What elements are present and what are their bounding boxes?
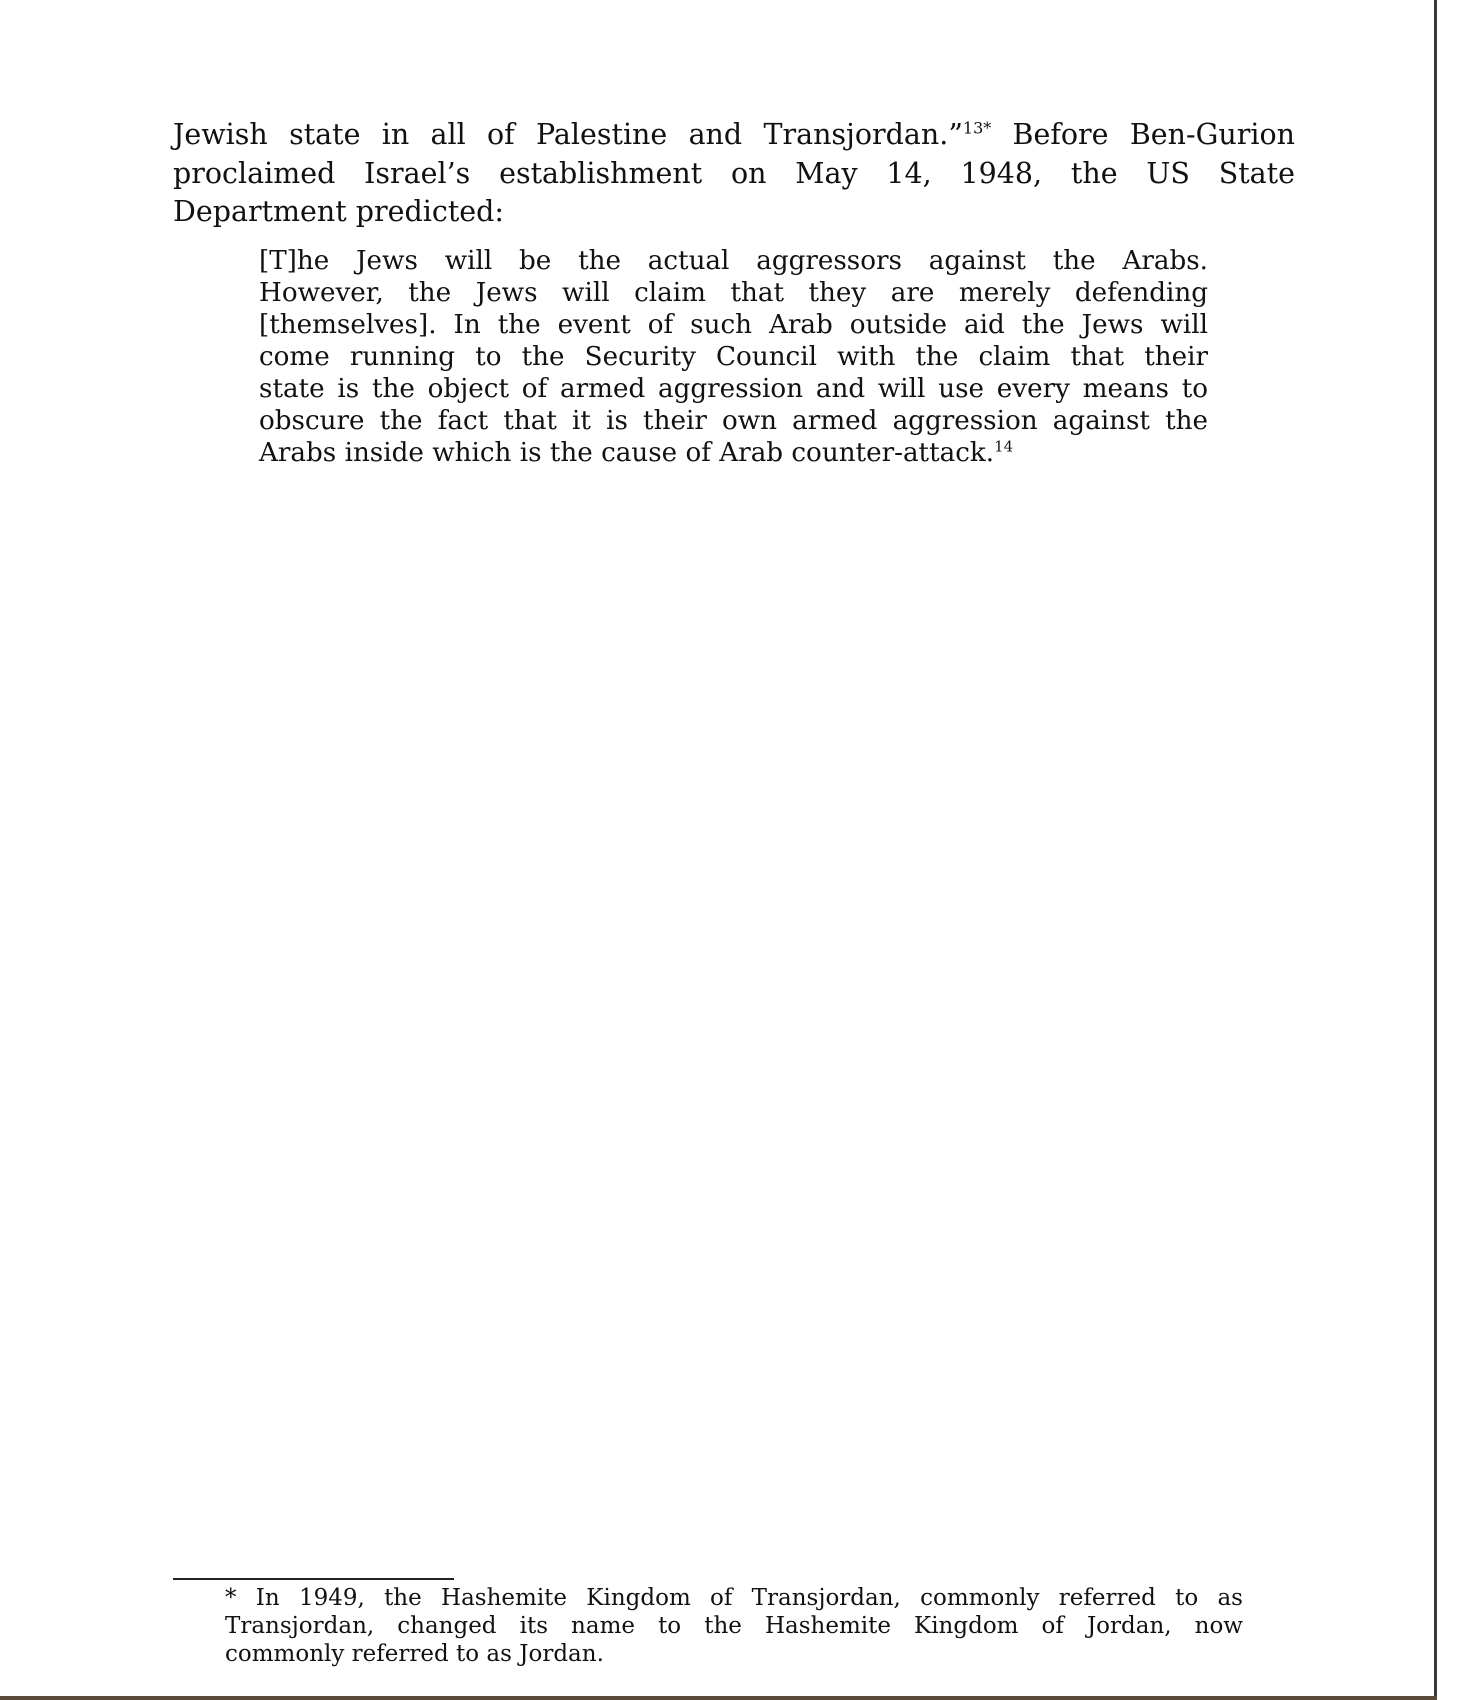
body-line-3: Department predicted: — [173, 195, 505, 228]
quote-line: come running to the Security Council with the claim that their — [259, 342, 1208, 372]
body-paragraph — [173, 116, 1295, 232]
body-line-2: proclaimed Israel’s establishment on May 14, 1948, the US State — [173, 156, 1295, 190]
quote-line: [T]he Jews will be the actual aggressors against the Arabs. — [259, 246, 1208, 276]
footnote-ref-13: 13* — [962, 118, 992, 138]
quote-line: obscure the fact that it is their own armed aggression against the — [259, 406, 1208, 436]
viewer-gutter — [1437, 0, 1472, 1700]
footnote-divider — [173, 1578, 454, 1580]
block-quote — [259, 245, 1208, 469]
quote-line: [themselves]. In the event of such Arab outside aid the Jews will — [259, 310, 1208, 340]
footnote — [225, 1584, 1243, 1668]
quote-last-line — [259, 437, 1208, 469]
quote-line: state is the object of armed aggression and will use every means to — [259, 374, 1208, 404]
footnote-ref-14: 14 — [994, 437, 1014, 456]
footnote-last-line: commonly referred to as Jordan. — [225, 1641, 604, 1667]
footnote-line: * In 1949, the Hashemite Kingdom of Transjordan, commonly referred to as — [225, 1585, 1243, 1611]
body-line-1 — [173, 116, 1295, 155]
quote-line: However, the Jews will claim that they are merely defending — [259, 278, 1208, 308]
page-bottom-edge — [0, 1696, 1437, 1700]
footnote-line: Transjordan, changed its name to the Hashemite Kingdom of Jordan, now — [225, 1613, 1243, 1639]
quote-last-line-text: Arabs inside which is the cause of Arab counter-attack. — [259, 438, 995, 468]
body-line-1-tail: Before Ben-Gurion — [991, 118, 1295, 151]
body-line-1-text: Jewish state in all of Palestine and Transjordan.” — [173, 118, 963, 151]
